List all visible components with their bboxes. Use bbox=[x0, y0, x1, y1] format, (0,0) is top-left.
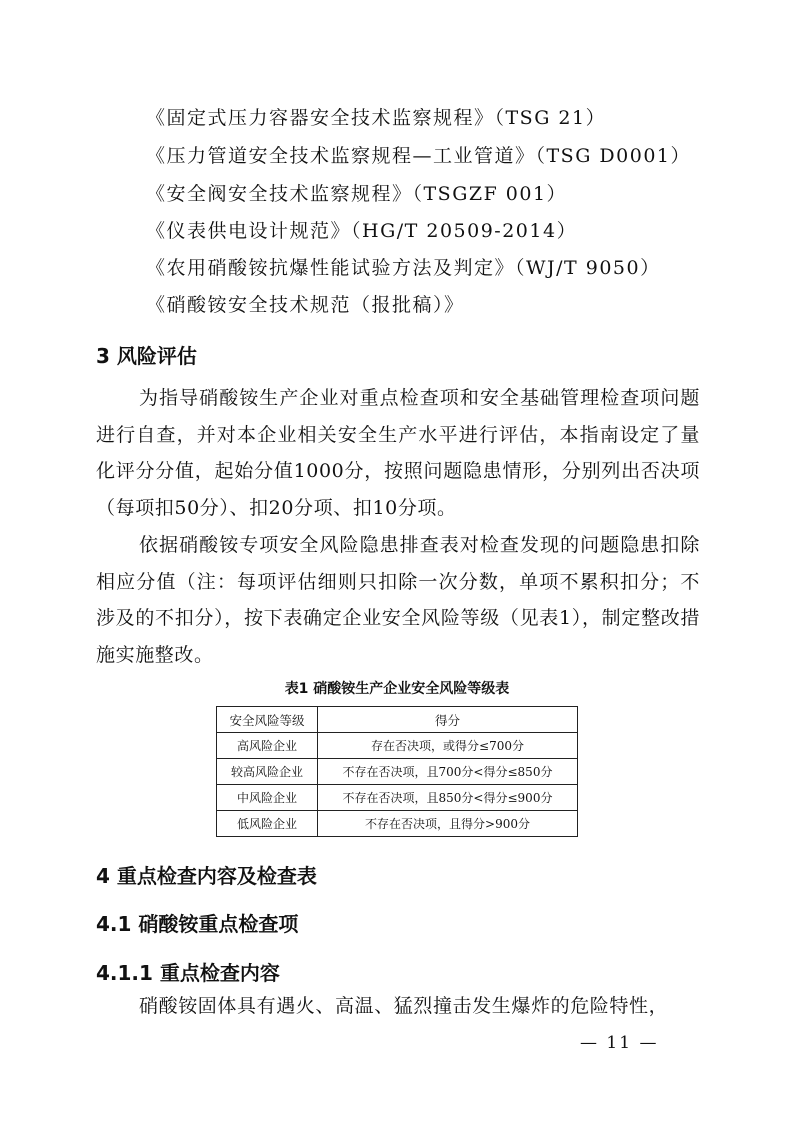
reference-item: 《安全阀安全技术监察规程》（TSGZF 001） bbox=[146, 183, 568, 205]
section-3-paragraph-1: 为指导硝酸铵生产企业对重点检查项和安全基础管理检查项问题进行自查，并对本企业相关安全生产水平进行评估，本指南设定了量化评分分值，起始分值1000分，按照问题隐患情形，分别列出否决项（每项扣50分）、扣20分项、扣10分项。 bbox=[96, 387, 700, 520]
section-4-paragraph: 硝酸铵固体具有遇火、高温、猛烈撞击发生爆炸的危险特性， bbox=[139, 995, 669, 1017]
risk-level-cell: 中风险企业 bbox=[217, 785, 318, 811]
table-header-row bbox=[217, 707, 578, 733]
risk-level-cell: 低风险企业 bbox=[217, 811, 318, 837]
risk-level-cell: 较高风险企业 bbox=[217, 759, 318, 785]
score-cell: 存在否决项，或得分≤700分 bbox=[318, 733, 578, 759]
column-header-risk-level: 安全风险等级 bbox=[217, 707, 318, 733]
section-3-paragraph-2: 依据硝酸铵专项安全风险隐患排查表对检查发现的问题隐患扣除相应分值（注：每项评估细则只扣除一次分数，单项不累积扣分；不涉及的不扣分），按下表确定企业安全风险等级（见表1），制定整改措施实施整改。 bbox=[96, 534, 700, 667]
section-4-1-heading: 4.1 硝酸铵重点检查项 bbox=[96, 912, 299, 936]
score-cell: 不存在否决项，且700分<得分≤850分 bbox=[318, 759, 578, 785]
score-cell: 不存在否决项，且得分>900分 bbox=[318, 811, 578, 837]
reference-item: 《压力管道安全技术监察规程—工业管道》（TSG D0001） bbox=[146, 145, 691, 167]
reference-item: 《硝酸铵安全技术规范（报批稿）》 bbox=[146, 294, 465, 316]
section-4-heading: 4 重点检查内容及检查表 bbox=[96, 864, 317, 888]
table-row bbox=[217, 733, 578, 759]
risk-level-table bbox=[216, 706, 578, 837]
table-caption: 表1 硝酸铵生产企业安全风险等级表 bbox=[284, 681, 510, 697]
section-3-heading: 3 风险评估 bbox=[96, 344, 197, 368]
table-row bbox=[217, 811, 578, 837]
reference-item: 《固定式压力容器安全技术监察规程》（TSG 21） bbox=[146, 107, 607, 129]
table-row bbox=[217, 759, 578, 785]
score-cell: 不存在否决项，且850分<得分≤900分 bbox=[318, 785, 578, 811]
risk-level-cell: 高风险企业 bbox=[217, 733, 318, 759]
column-header-score: 得分 bbox=[318, 707, 578, 733]
table-row bbox=[217, 785, 578, 811]
section-4-1-1-heading: 4.1.1 重点检查内容 bbox=[96, 961, 280, 985]
reference-item: 《农用硝酸铵抗爆性能试验方法及判定》（WJ/T 9050） bbox=[146, 257, 661, 279]
page-number: — 11 — bbox=[580, 1033, 659, 1053]
reference-item: 《仪表供电设计规范》（HG/T 20509-2014） bbox=[146, 220, 578, 242]
